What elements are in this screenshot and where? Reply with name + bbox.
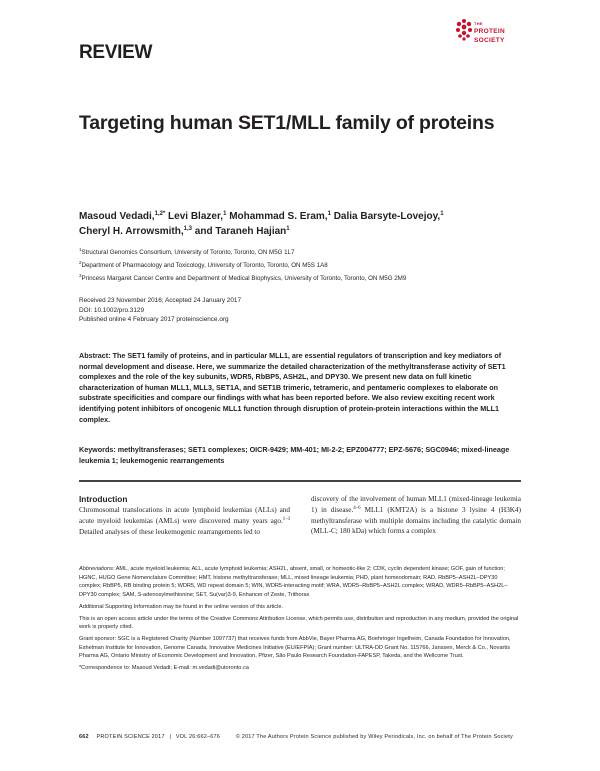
- author-name: Levi Blazer,: [168, 211, 224, 222]
- author-affil-sup: 1: [286, 226, 290, 232]
- volume-info: VOL 26:662–676: [175, 734, 220, 740]
- author-name: Masoud Vedadi,: [79, 211, 155, 222]
- author-name: Mohammad S. Eram,: [229, 211, 328, 222]
- affiliation-list: [79, 246, 549, 285]
- introduction-heading: Introduction: [79, 494, 128, 504]
- license-note: This is an open access article under the terms of the Creative Commons Attribution License, which permits use, distribution and reproduction in any medium, provided the original work is properly cited.: [79, 615, 519, 631]
- journal-name: PROTEIN SCIENCE 2017: [96, 734, 165, 740]
- footnotes: [79, 565, 521, 676]
- received-accepted: Received 23 November 2016; Accepted 24 January 2017: [79, 297, 242, 304]
- logo-line2: SOCIETY: [474, 37, 505, 44]
- page-footer: 662 PROTEIN SCIENCE 2017 | VOL 26:662–676 © 2017 The Authors Protein Science published by Wiley Periodicals, Inc. on behalf of The Protein Society: [79, 734, 513, 740]
- logo-wordmark: [474, 21, 505, 45]
- author-list: [79, 209, 539, 239]
- affiliation-item: $^3$Princess Margaret Cancer Centre and Department of Medical Biophysics, University of Toronto, Toronto, ON M5G 2M9: [79, 273, 407, 282]
- logo-the: THE: [474, 21, 483, 26]
- citation[interactable]: 4–6: [353, 505, 361, 511]
- intro-column-left: Chromosomal translocations in acute lymphoid leukemias (ALLs) and acute myeloid leukemias (AMLs) were discovered many years ago.$^{1-3}$ Detailed analyses of these leukemogenic rearrangements led to: [79, 506, 290, 536]
- correspondence-note: *Correspondence to: Masoud Vedadi; E-mail: m.vedadi@utoronto.ca: [79, 665, 249, 672]
- section-label: REVIEW: [79, 42, 153, 63]
- logo-line1: PROTEIN: [474, 28, 505, 35]
- author-name: Dalia Barsyte-Lovejoy,: [333, 211, 441, 222]
- abstract-text: The SET1 family of proteins, and in particular MLL1, are essential regulators of transcription and key mediators of normal development and disease. Here, we summarize the detailed characterization of the methyltransferase activity of SET1 complexes and the role of the key subunits, WDR5, RbBP5, ASH2L, and DPY30. We present new data on full kinetic characterization of human MLL1, MLL3, SET1A, and SET1B trimeric, tetrameric, and pentameric complexes to elaborate on substrate specificities and compare our findings with what has been reported before. We also review exciting recent work identifying potent inhibitors of oncogenic MLL1 function through disruption of protein-protein interactions within the MLL1 complex.: [79, 351, 506, 424]
- affiliation-item: $^2$Department of Pharmacology and Toxicology, University of Toronto, Toronto, ON M5S 1A8: [79, 260, 328, 269]
- keywords-text: methyltransferases; SET1 complexes; OICR-9429; MM-401; MI-2-2; EPZ004777; EPZ-5676; SGC0946; mixed-lineage leukemia 1; leukemogenic rearrangements: [79, 445, 510, 465]
- supplementary-note: Additional Supporting Information may be found in the online version of this article.: [79, 603, 283, 610]
- citation[interactable]: 1–3: [282, 516, 290, 522]
- doi-link[interactable]: DOI: 10.1002/pro.3129: [79, 306, 145, 314]
- author-affil-sup: 1: [440, 211, 444, 217]
- keywords-label: Keywords:: [79, 445, 116, 454]
- author-name: and Taraneh Hajian: [194, 226, 287, 237]
- protein-society-emblem-icon: [455, 18, 473, 48]
- affiliation-item: $^1$Structural Genomics Consortium, University of Toronto, Toronto, ON M5G 1L7: [79, 247, 295, 256]
- article-title: Targeting human SET1/MLL family of proteins: [79, 112, 495, 134]
- page-number: 662: [79, 734, 89, 740]
- publication-dates: [79, 296, 241, 325]
- keywords: [79, 445, 521, 466]
- grant-note: Grant sponsor: SGC is a Registered Charity (Number 1097737) that receives funds from AbbVie, Bayer Pharma AG, Boehringer Ingelheim, Canada Foundation for Innovation, Eshelman Institute for Innovation, Genome Canada, Innovative Medicines Initiative (EU/EFPIA); Grant number: ULTRA-DD Grant No. 115766, Janssen, Merck & Co., Novartis Pharma AG, Ontario Ministry of Economic Development and Innovation, Pfizer, São Paulo Research Foundation-FAPESP, Takeda, and the Wellcome Trust.: [79, 636, 511, 660]
- intro-column-right: discovery of the involvement of human MLL1 (mixed-lineage leukemia 1) in disease.$^{4-6}$ MLL1 (KMT2A) is a histone 3 lysine 4 (H3K4) methyltransferase with multiple domains including the catalytic domain (MLL-C; 180 kDa) which forms a complex: [311, 495, 521, 536]
- protein-society-logo: [455, 18, 535, 54]
- author-affil-sup: 1: [223, 211, 227, 217]
- section-divider: [79, 480, 521, 482]
- author-affil-sup: 1,3: [183, 226, 192, 232]
- abstract: [79, 351, 521, 425]
- author-affil-sup: 1,2*: [154, 211, 166, 217]
- author-name: Cheryl H. Arrowsmith,: [79, 226, 184, 237]
- published-online: Published online 4 February 2017 proteinscience.org: [79, 316, 229, 323]
- abstract-label: Abstract:: [79, 351, 111, 360]
- abbreviations: Abbreviations: AML, acute myeloid leukemia; ALL, acute lymphoid leukemia; ASH2L, absent, small, or homeotic-like 2; CDK, cyclin dependent kinase; GOF, gain of function; HGNC, HUGO Gene Nomenclature Committee; HMT, histone methyltransferase; MLL, mixed lineage leukemia; PHD, plant homeodomain; RAD, RbBP5–ASH2L–DPY30 complex; RbBP5, RB binding protein 5; WDR5, WD repeat domain 5; WIN, WDR5-interacting motif; WRA, WDR5–RbBP5–ASH2L complex; WRAD, WDR5–RbBP5–ASH2L–DPY30 complex; SAM, S-adenosylmethionine; SET, Su(var)3-9, Enhancer of Zeste, Trithorax: [79, 566, 508, 598]
- author-affil-sup: 1: [327, 211, 331, 217]
- copyright: © 2017 The Authors Protein Science published by Wiley Periodicals, Inc. on behalf of The Protein Society: [235, 734, 513, 740]
